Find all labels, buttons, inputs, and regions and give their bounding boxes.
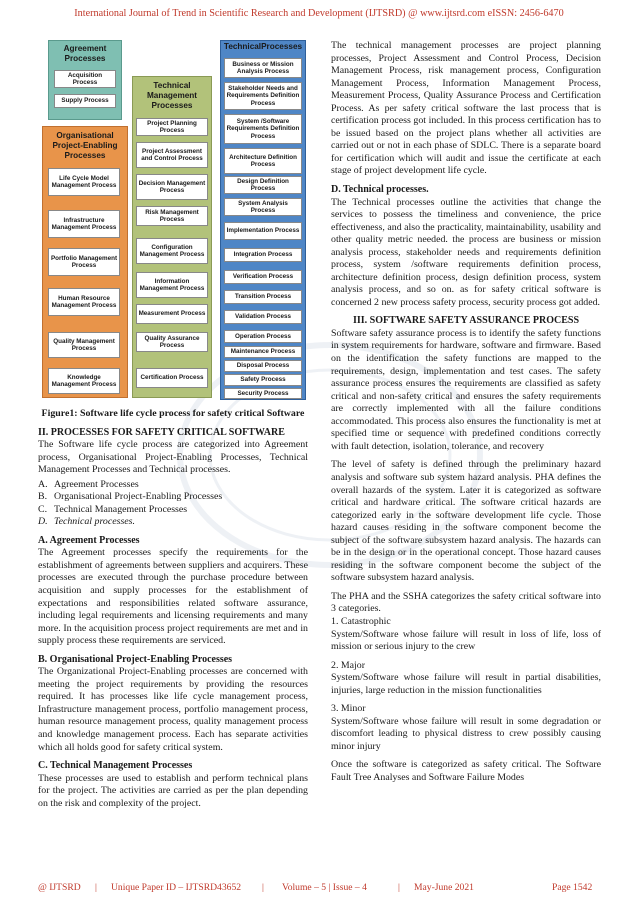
fig-item: Life Cycle Model Management Process — [48, 168, 120, 196]
journal-link[interactable]: www.ijtsrd.com — [420, 8, 486, 19]
section-b-heading: B. Organisational Project-Enabling Processes — [38, 653, 233, 665]
closing-paragraph: Once the software is categorized as safety critical. The Software Fault Tree Analyses and Software Failure Modes — [331, 759, 601, 783]
fig-item: Operation Process — [224, 330, 302, 343]
fig-item: System Analysis Process — [224, 198, 302, 216]
agreement-title: Agreement Processes — [63, 44, 107, 63]
left-column — [38, 408, 308, 816]
footer-paper-id: Unique Paper ID – IJTSRD43652 — [111, 882, 242, 893]
list-item: D. Technical processes. — [38, 516, 135, 528]
fig-item: Project Planning Process — [136, 118, 208, 136]
category-2-title: 2. Major — [331, 659, 366, 671]
fig-item: Supply Process — [54, 94, 116, 108]
fig-item: Infrastructure Management Process — [48, 210, 120, 238]
fig-item: Disposal Process — [224, 360, 302, 372]
section-b-paragraph: The Organizational Project-Enabling processes are concerned with meeting the project requirements by providing the resources required. It has processes like life cycle management process, Infrastructure management process, portfolio management process, human resource management process, quality management process and knowledge management process. Each has separate activities which all holds good for safety critical system. — [38, 666, 308, 753]
fig-item: Acquisition Process — [54, 70, 116, 88]
fig-item: Stakeholder Needs and Requirements Definition Process — [224, 82, 302, 110]
fig-item: Validation Process — [224, 310, 302, 324]
section-d-paragraph: The Technical processes outline the activities that change the services to possess the timeliness and convenience, the price effectiveness, and also the practicality, maintainability, usability and other quality metric needed. the process are business or mission analysis process, stakeholder needs and requirements definition process, system /software requirements definition process, architecture definition process, design definition process, system analysis process, and so on. as for safety critical software is concerned 2 new process safety process, security process got added. — [331, 196, 601, 308]
fig-item: Portfolio Management Process — [48, 248, 120, 276]
process-list — [38, 479, 308, 529]
org-enabling-title: Organisational Project-Enabling Processes — [52, 131, 118, 160]
list-item: C. Technical Management Processes — [38, 503, 188, 515]
header-issn: eISSN: 2456-6470 — [485, 8, 564, 19]
pha-paragraph: The PHA and the SSHA categorizes the safety critical software into 3 categories. — [331, 590, 601, 615]
section-d-heading: D. Technical processes. — [331, 184, 429, 196]
footer-page: Page 1542 — [552, 882, 593, 893]
safety-level-paragraph: The level of safety is defined through the preliminary hazard analysis and software sub system hazard analysis. PHA defines the overall hazards of the system. Later it is categorized as software critical and hardware critical. The software critical hazards are categorized early in the software development life cycle. Those hazard causes residing in the software component become the subject of the software subsystem hazard analysis. The hazards can be in the design or in the operational concept. Those hazard causes residing in the software component become the subject of the software subsystem hazard analysis. — [331, 459, 601, 584]
life-cycle-figure — [38, 38, 308, 400]
journal-header — [0, 8, 638, 19]
section-a-paragraph: The Agreement processes specify the requirements for the establishment of agreements between suppliers and acquirers. These processes are executed through the purchase procedure between acquisition and supply processes for the establishment of expectations and responsibilities related software assurance, including legal requirements and licensing requirements and many more. In the acquisition process project requirements are met and in supply process these requirements are serviced. — [38, 547, 308, 647]
list-item: A. Agreement Processes — [38, 478, 139, 490]
footer-separator: | — [95, 882, 97, 893]
footer-date: May-June 2021 — [414, 882, 474, 893]
category-3-title: 3. Minor — [331, 703, 366, 715]
fig-item: Project Assessment and Control Process — [136, 142, 208, 168]
fig-item: Knowledge Management Process — [48, 368, 120, 394]
section-2-paragraph: The Software life cycle process are categorized into Agreement process, Organisational Project-Enabling Processes, Technical Management Processes and Technical processes. — [38, 439, 308, 476]
category-1-title: 1. Catastrophic — [331, 615, 391, 627]
fig-item: Integration Process — [224, 248, 302, 262]
fig-item: Certification Process — [136, 368, 208, 388]
fig-item: Implementation Process — [224, 222, 302, 240]
fig-item: Architecture Definition Process — [224, 148, 302, 174]
fig-item: Transition Process — [224, 290, 302, 304]
section-2-heading: II. PROCESSES FOR SAFETY CRITICAL SOFTWARE — [38, 426, 285, 438]
figure-caption: Figure1: Software life cycle process for safety critical Software — [41, 408, 305, 419]
fig-item: System /Software Requirements Definition Process — [224, 114, 302, 144]
category-2-text: System/Software whose failure will result in partial disabilities, injuries, large reduction in the mission functionalities — [331, 672, 601, 696]
section-3-heading: III. SOFTWARE SAFETY ASSURANCE PROCESS — [352, 315, 580, 327]
fig-item: Quality Assurance Process — [136, 332, 208, 352]
fig-item: Quality Management Process — [48, 332, 120, 358]
tech-mgmt-title: Technical Management Processes — [146, 81, 198, 110]
footer-separator: | — [262, 882, 264, 893]
footer-journal: @ IJTSRD — [38, 882, 81, 893]
fig-item: Information Management Process — [136, 272, 208, 298]
section-a-heading: A. Agreement Processes — [38, 534, 140, 546]
fig-item: Business or Mission Analysis Process — [224, 58, 302, 78]
section-c-heading: C. Technical Management Processes — [38, 760, 193, 772]
header-text: International Journal of Trend in Scientific Research and Development (IJTSRD) @ — [74, 8, 421, 19]
fig-item: Design Definition Process — [224, 176, 302, 194]
tech-mgmt-paragraph: The technical management processes are project planning processes, Project Assessment and Control Process, Decision Management Process, risk management process, Configuration Management Process, Information Management Process, Measurement Process, Quality Assurance Process and Certification Process. As per safety critical software the last process that is certification process got included. In this process certification has to be issued based on the project plans whether all activities are carried out or not in each phase of SDLC. There is a separate board for certification which will audit and issue the certificate at each stage of project development life cycle. — [331, 40, 601, 177]
category-1-text: System/Software whose failure will result in loss of life, loss of mission or serious injury to the crew — [331, 628, 601, 653]
fig-item: Risk Management Process — [136, 206, 208, 226]
fig-item: Maintenance Process — [224, 346, 302, 358]
fig-item: Safety Process — [224, 374, 302, 386]
fig-item: Human Resource Management Process — [48, 288, 120, 316]
fig-item: Measurement Process — [136, 304, 208, 324]
right-column — [331, 40, 601, 791]
category-3-text: System/Software whose failure will result in some degradation or discomfort leading to physical distress to crew possibly causing minor injury — [331, 715, 601, 752]
section-c-paragraph: These processes are used to establish and perform technical plans for the project. The activities are carried as per the plan depending on the risk and complexity of the project. — [38, 772, 308, 809]
list-item: B. Organisational Project-Enabling Processes — [38, 491, 223, 503]
footer-volume: Volume – 5 | Issue – 4 — [282, 882, 367, 893]
footer-separator: | — [398, 882, 400, 893]
fig-item: Configuration Management Process — [136, 238, 208, 264]
fig-item: Decision Management Process — [136, 174, 208, 200]
fig-item: Verification Process — [224, 270, 302, 284]
section-3-paragraph: Software safety assurance process is to identify the safety functions in system requirements for hardware, software and firmware. Based on the identification the safety functions are mapped to the requirements, design, implementation and test cases. The safety assurance process ensures the requirements are classified as safety critical and non-safety critical and ensures the safety requirements are correctly implemented with all the failure conditions accommodated. This process also ensures the functionality is met at specified time or sequence with predefined conditions correctly with fault detection, isolation, tolerance, and recovery — [331, 327, 601, 452]
fig-item: Security Process — [224, 388, 302, 399]
tech-processes-title: TechnicalProcesses — [223, 42, 303, 51]
